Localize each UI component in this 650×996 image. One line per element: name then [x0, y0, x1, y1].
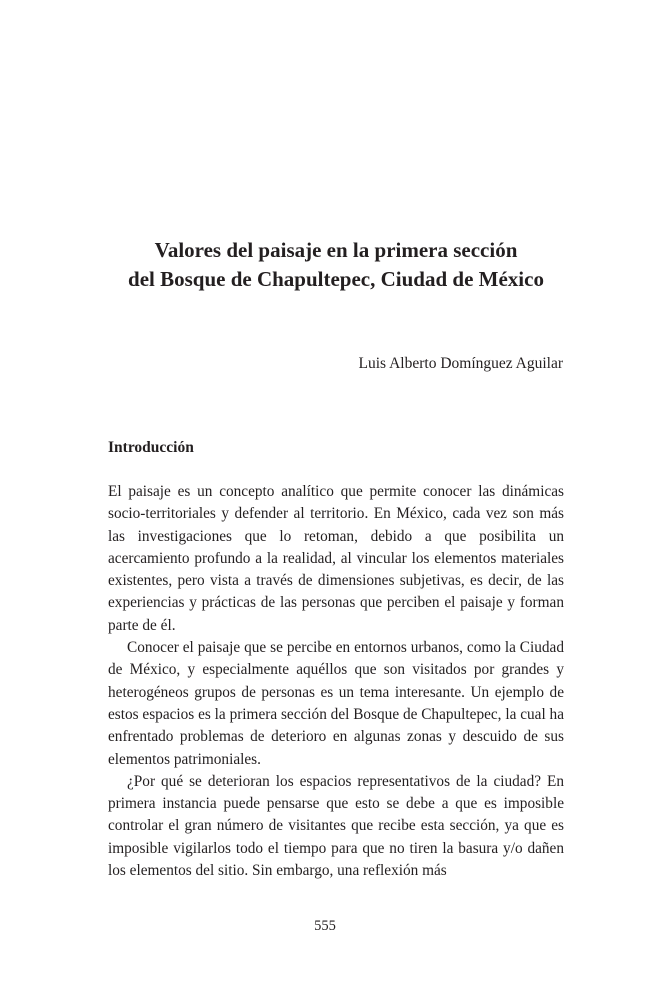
author-name: Luis Alberto Domínguez Aguilar — [358, 355, 563, 372]
paragraph-3: ¿Por qué se deterioran los espacios representativos de la ciudad? En primera instancia puede pensarse que esto se debe a que es imposible controlar el gran número de visitantes que recibe esta sección, ya que es imposible vigilarlos todo el tiempo para que no tiren la basura y/o dañen los elementos del sitio. Sin embargo, una reflexión más — [108, 772, 564, 880]
paragraph-1: El paisaje es un concepto analítico que permite conocer las dinámicas socio-territoriales y defender al territorio. En México, cada vez son más las investigaciones que lo retoman, debido a que posibilita un acercamiento profundo a la realidad, al vincular los elementos materiales existentes, pero vista a través de dimensiones subjetivas, es decir, de las experiencias y prácticas de las personas que perciben el paisaje y forman parte de él. — [108, 483, 564, 634]
chapter-title — [60, 236, 612, 294]
body-text — [108, 481, 564, 882]
chapter-title-line-2: del Bosque de Chapultepec, Ciudad de México — [128, 267, 544, 291]
page-number: 555 — [314, 918, 336, 934]
chapter-title-line-1: Valores del paisaje en la primera sección — [154, 238, 518, 262]
section-heading: Introducción — [108, 439, 194, 456]
paragraph-2: Conocer el paisaje que se percibe en entornos urbanos, como la Ciudad de México, y especialmente aquéllos que son visitados por grandes y heterogéneos grupos de personas es un tema interesante. Un ejemplo de estos espacios es la primera sección del Bosque de Chapultepec, la cual ha enfrentado problemas de deterioro en algunas zonas y descuido de sus elementos patrimoniales. — [108, 639, 564, 768]
